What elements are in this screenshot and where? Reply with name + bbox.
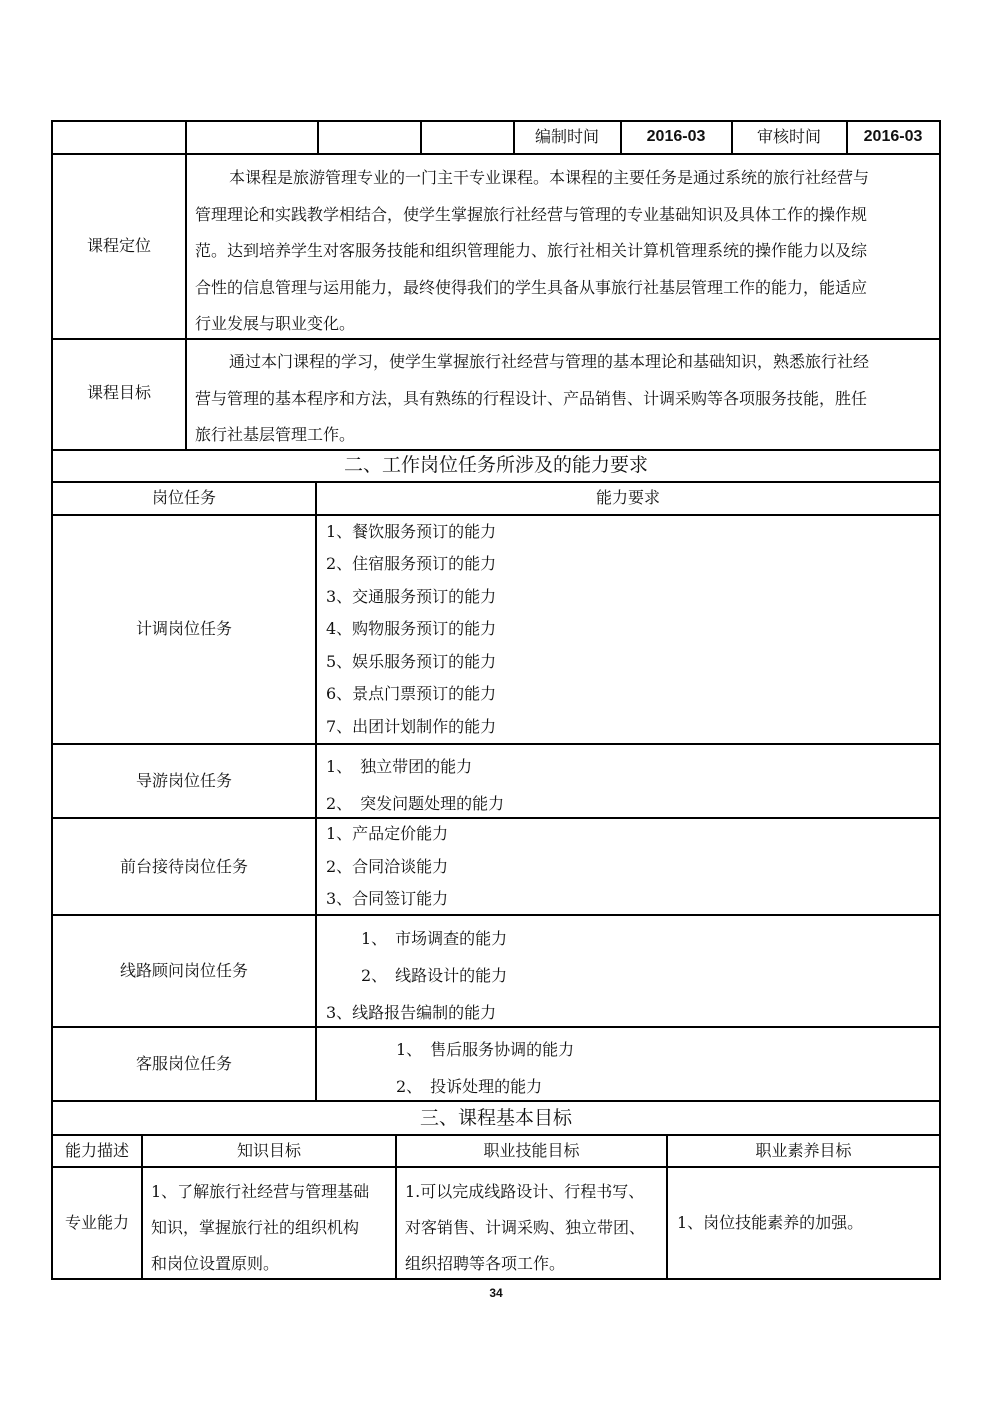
course-objective-label: 课程目标 — [86, 383, 151, 402]
ability-item: 1、餐饮服务预订的能力 — [326, 522, 497, 541]
section-2-title: 二、工作岗位任务所涉及的能力要求 — [343, 454, 648, 476]
ability-item: 1、 独立带团的能力 — [326, 757, 473, 776]
ability-item: 7、出团计划制作的能力 — [326, 717, 497, 736]
ability-item: 2、 线路设计的能力 — [361, 966, 508, 985]
task-label: 导游岗位任务 — [135, 771, 232, 790]
ability-item: 3、交通服务预订的能力 — [326, 587, 497, 606]
col-header-ability: 能力要求 — [595, 488, 660, 507]
ability-item: 1、 售后服务协调的能力 — [396, 1040, 575, 1059]
ability-item: 1、产品定价能力 — [326, 824, 449, 843]
ability-item: 6、景点门票预订的能力 — [326, 684, 497, 703]
col-header-task: 岗位任务 — [151, 488, 216, 507]
course-positioning-text: 本课程是旅游管理专业的一门主干专业课程。本课程的主要任务是通过系统的旅行社经营与 管理理论和实践教学相结合，使学生掌握旅行社经营与管理的专业基础知识及具体工作的操作规 范。达到培养学生对客服务技能和组织管理能力、旅行社相关计算机管理系统的操作能力以及综 合性的信息管理与运用能力，最终使得我们的学生具备从事旅行社基层管理工作的能力，能适应 行业发展与职业变化。 — [195, 168, 870, 333]
task-label: 线路顾问岗位任务 — [119, 961, 248, 980]
ability-item: 5、娱乐服务预订的能力 — [326, 652, 497, 671]
section-3-title: 三、课程基本目标 — [419, 1107, 572, 1129]
ability-item: 3、线路报告编制的能力 — [326, 1003, 497, 1022]
ability-item: 2、 投诉处理的能力 — [396, 1077, 543, 1096]
course-objective-text: 通过本门课程的学习，使学生掌握旅行社经营与管理的基本理论和基础知识，熟悉旅行社经 营与管理的基本程序和方法，具有熟练的行程设计、产品销售、计调采购等各项服务技能，胜任 旅行社基层管理工作。 — [195, 352, 870, 444]
row-label-professional: 专业能力 — [64, 1213, 129, 1232]
ability-item: 2、住宿服务预订的能力 — [326, 554, 497, 573]
ability-item: 4、购物服务预订的能力 — [326, 619, 497, 638]
compiled-time-value: 2016-03 — [646, 128, 706, 145]
course-positioning-label: 课程定位 — [86, 236, 151, 255]
compiled-time-label: 编制时间 — [534, 127, 599, 146]
review-time-label: 审核时间 — [756, 127, 821, 146]
ability-item: 2、合同洽谈能力 — [326, 857, 449, 876]
col-header-ability-desc: 能力描述 — [64, 1141, 129, 1160]
review-time-value: 2016-03 — [863, 128, 923, 145]
skill-goal-text: 1.可以完成线路设计、行程书写、 对客销售、计调采购、独立带团、 组织招聘等各项工作。 — [405, 1182, 646, 1273]
col-header-quality: 职业素养目标 — [755, 1141, 852, 1160]
ability-item: 2、 突发问题处理的能力 — [326, 794, 505, 813]
ability-item: 1、 市场调查的能力 — [361, 929, 508, 948]
ability-item: 3、合同签订能力 — [326, 889, 449, 908]
quality-goal-text: 1、岗位技能素养的加强。 — [677, 1213, 864, 1232]
col-header-skills: 职业技能目标 — [483, 1141, 580, 1160]
knowledge-goal-text: 1、了解旅行社经营与管理基础 知识，掌握旅行社的组织机构 和岗位设置原则。 — [151, 1182, 370, 1273]
page-number: 34 — [489, 1286, 503, 1300]
col-header-knowledge: 知识目标 — [236, 1141, 301, 1160]
task-label: 客服岗位任务 — [135, 1054, 232, 1073]
task-label: 计调岗位任务 — [135, 619, 232, 638]
task-label: 前台接待岗位任务 — [119, 857, 248, 876]
